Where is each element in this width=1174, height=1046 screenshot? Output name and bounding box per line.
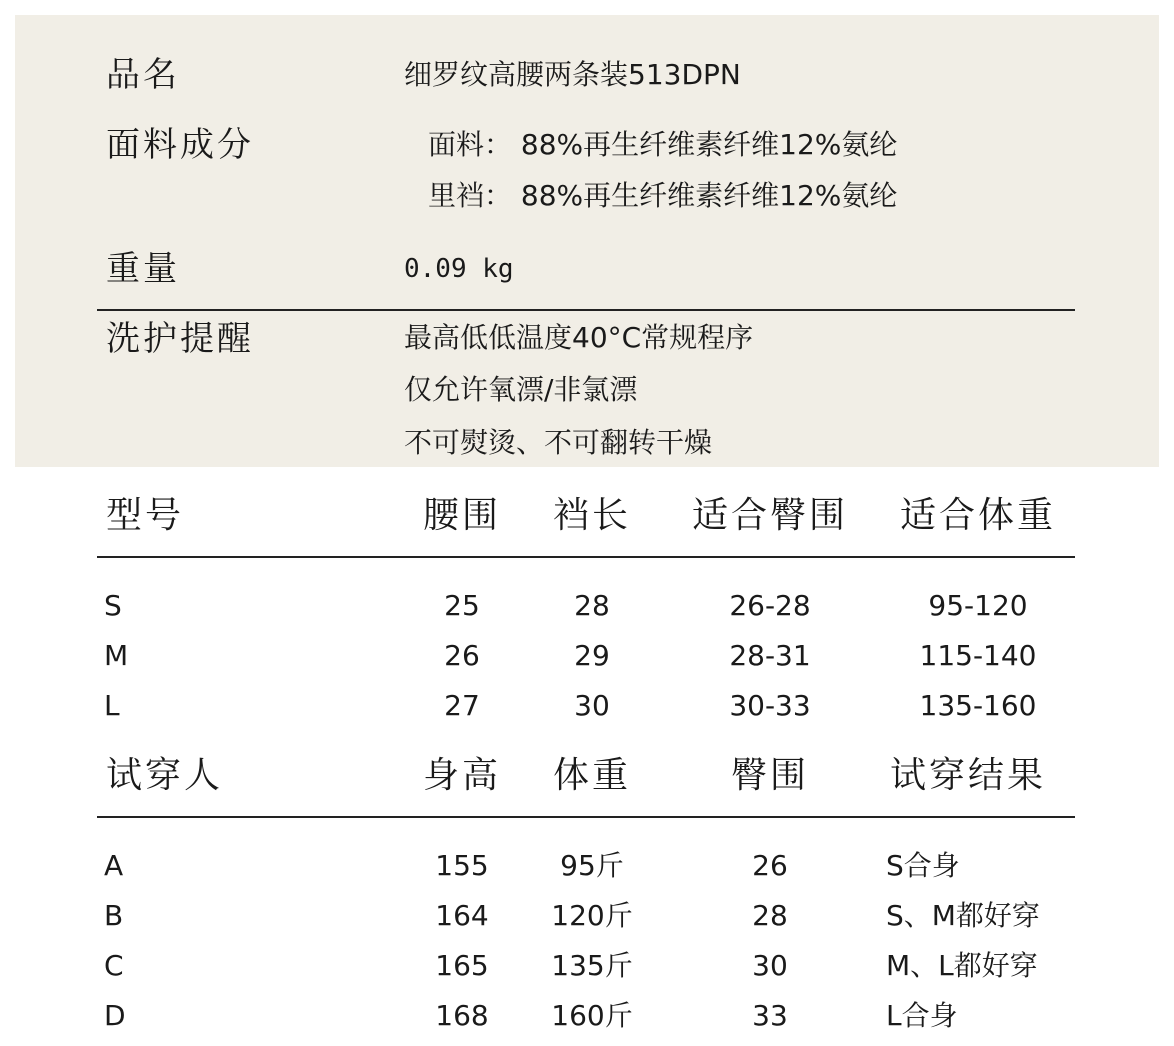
trial-cell-height: 165 — [435, 949, 489, 982]
trial-header-height: 身高 — [422, 755, 501, 796]
size-cell-hip: 26-28 — [729, 589, 811, 622]
size-cell-waist: 27 — [444, 689, 480, 722]
trial-cell-weight: 135斤 — [551, 949, 633, 982]
care-line: 不可熨烫、不可翻转干燥 — [404, 426, 713, 459]
size-cell-weight: 135-160 — [919, 689, 1037, 722]
trial-cell-hip: 28 — [752, 899, 788, 932]
fabric-lining: 里裆： 88%再生纤维素纤维12%氨纶 — [428, 179, 898, 212]
size-cell-model: M — [104, 639, 129, 672]
trial-cell-result: S、M都好穿 — [886, 899, 1040, 932]
divider-trial — [97, 816, 1075, 818]
trial-header-result: 试穿结果 — [890, 755, 1047, 796]
name-value: 细罗纹高腰两条装513DPN — [404, 58, 741, 91]
trial-cell-weight: 160斤 — [551, 999, 633, 1032]
trial-cell-person: B — [104, 899, 124, 932]
trial-cell-hip: 26 — [752, 849, 788, 882]
trial-cell-result: S合身 — [886, 849, 960, 882]
trial-cell-result: L合身 — [886, 999, 958, 1032]
fabric-label: 面料成分 — [106, 125, 254, 165]
size-header-waist: 腰围 — [422, 495, 501, 536]
size-header-weight: 适合体重 — [899, 495, 1056, 536]
size-cell-waist: 25 — [444, 589, 480, 622]
trial-cell-weight: 120斤 — [551, 899, 633, 932]
size-cell-model: S — [104, 589, 122, 622]
trial-cell-hip: 30 — [752, 949, 788, 982]
size-cell-hip: 28-31 — [729, 639, 811, 672]
size-cell-waist: 26 — [444, 639, 480, 672]
trial-cell-height: 164 — [435, 899, 489, 932]
fabric-main: 面料： 88%再生纤维素纤维12%氨纶 — [428, 128, 898, 161]
care-label: 洗护提醒 — [106, 319, 254, 359]
trial-cell-person: A — [104, 849, 124, 882]
trial-header-person: 试穿人 — [106, 755, 224, 796]
size-cell-model: L — [104, 689, 120, 722]
size-cell-weight: 115-140 — [919, 639, 1037, 672]
size-header-model: 型号 — [106, 495, 185, 536]
size-cell-hip: 30-33 — [729, 689, 811, 722]
trial-cell-person: C — [104, 949, 124, 982]
size-cell-rise: 29 — [574, 639, 610, 672]
trial-header-weight: 体重 — [552, 755, 631, 796]
size-cell-rise: 30 — [574, 689, 610, 722]
trial-cell-height: 168 — [435, 999, 489, 1032]
divider-info — [97, 309, 1075, 311]
weight-value: 0.09 kg — [404, 254, 514, 284]
size-header-rise: 裆长 — [552, 495, 631, 536]
size-cell-weight: 95-120 — [928, 589, 1028, 622]
trial-cell-hip: 33 — [752, 999, 788, 1032]
weight-label: 重量 — [106, 249, 180, 289]
trial-header-hip: 臀围 — [730, 755, 809, 796]
trial-cell-weight: 95斤 — [560, 849, 624, 882]
trial-cell-person: D — [104, 999, 126, 1032]
care-line: 仅允许氧漂/非氯漂 — [404, 373, 638, 406]
name-label: 品名 — [106, 55, 180, 95]
size-header-hip: 适合臀围 — [691, 495, 848, 536]
size-cell-rise: 28 — [574, 589, 610, 622]
trial-cell-height: 155 — [435, 849, 489, 882]
divider-size — [97, 556, 1075, 558]
trial-cell-result: M、L都好穿 — [886, 949, 1038, 982]
care-line: 最高低低温度40°C常规程序 — [404, 321, 754, 354]
